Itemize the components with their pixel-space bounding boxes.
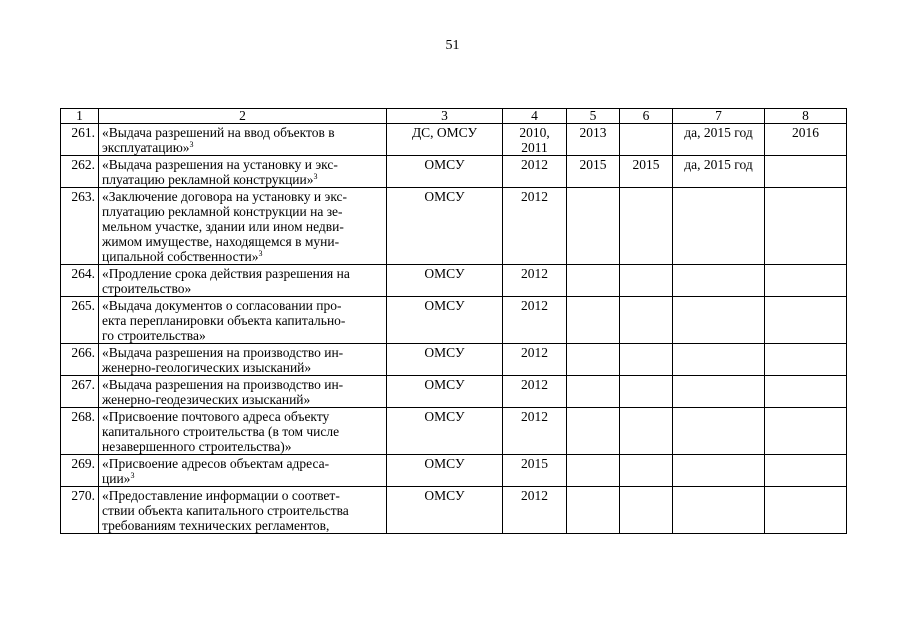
year-text: 2012 [521,377,548,392]
responsible-body [387,188,503,265]
service-name-line: женерно-геологических изысканий» [102,360,312,375]
responsible-body-text: ОМСУ [424,409,465,424]
service-name-line: незавершенного строительства)» [102,439,292,454]
service-name [99,265,387,297]
service-name-line: го строительства» [102,328,206,343]
year-cell-8 [765,408,847,455]
status-cell [673,344,765,376]
year-cell-8 [765,297,847,344]
service-name-line: «Выдача разрешения на производство ин- [102,377,344,392]
row-number [61,188,99,265]
header-cell: 3 [387,109,503,124]
year-cell [503,376,567,408]
service-name [99,408,387,455]
year-text: 2015 [521,456,548,471]
footnote-marker: 3 [189,140,194,149]
status-cell [673,455,765,487]
year-cell-5-text: 2013 [579,125,607,140]
service-name-line: «Предоставление информации о соответ- [102,488,340,503]
footnote-marker: 3 [313,172,318,181]
responsible-body [387,376,503,408]
status-cell [673,156,765,188]
year-cell-5 [567,376,620,408]
responsible-body-text: ОМСУ [424,298,465,313]
responsible-body-text: ОМСУ [424,377,465,392]
table-row [61,487,847,534]
service-name [99,487,387,534]
table-row [61,156,847,188]
service-name-line: эксплуатацию» [102,140,190,155]
row-number-text: 266. [71,345,95,360]
status-cell-text: да, 2015 год [684,157,753,172]
row-number-text: 262. [71,157,95,172]
service-name [99,124,387,156]
row-number [61,487,99,534]
responsible-body-text: ОМСУ [424,189,465,204]
status-cell-text: да, 2015 год [684,125,753,140]
table-body [61,124,847,534]
table-header-row [61,109,847,124]
year-cell-8 [765,344,847,376]
table-row [61,408,847,455]
table-row [61,344,847,376]
row-number-text: 270. [71,488,95,503]
service-name [99,297,387,344]
year-cell-5-text: 2015 [579,157,607,172]
row-number [61,455,99,487]
row-number-text: 269. [71,456,95,471]
responsible-body-text: ОМСУ [424,345,465,360]
row-number [61,265,99,297]
table-row [61,297,847,344]
year-cell [503,455,567,487]
year-text: 2012 [521,409,548,424]
year-cell-5 [567,344,620,376]
year-cell [503,297,567,344]
header-cell: 8 [765,109,847,124]
service-name-line: женерно-геодезических изысканий» [102,392,311,407]
year-cell-5 [567,265,620,297]
service-name-line: ции» [102,471,131,486]
year-cell-5 [567,124,620,156]
responsible-body [387,487,503,534]
year-cell-8 [765,124,847,156]
header-cell: 2 [99,109,387,124]
row-number [61,156,99,188]
responsible-body-text: ОМСУ [424,266,465,281]
service-name-line: плуатацию рекламной конструкции на зе- [102,204,343,219]
year-cell-6 [620,156,673,188]
service-name-line: жимом имуществе, находящемся в муни- [102,234,340,249]
year-text: 2012 [521,488,548,503]
year-cell-8-text: 2016 [792,125,819,140]
year-text: 2010, [519,125,550,140]
year-cell [503,156,567,188]
responsible-body [387,297,503,344]
table-row [61,376,847,408]
responsible-body-text: ОМСУ [424,488,465,503]
service-name [99,188,387,265]
status-cell [673,487,765,534]
year-cell-6 [620,455,673,487]
year-cell-6 [620,408,673,455]
year-cell-6 [620,344,673,376]
responsible-body [387,455,503,487]
responsible-body-text: ОМСУ [424,456,465,471]
year-cell [503,188,567,265]
year-cell-5 [567,487,620,534]
year-cell-6 [620,265,673,297]
service-name [99,344,387,376]
responsible-body-text: ДС, ОМСУ [411,125,478,140]
year-cell [503,487,567,534]
table-row [61,124,847,156]
service-name-line: «Присвоение почтового адреса объекту [102,409,330,424]
row-number [61,376,99,408]
year-cell-8 [765,487,847,534]
year-text: 2012 [521,157,548,172]
year-cell-5 [567,297,620,344]
service-name-line: «Выдача разрешения на производство ин- [102,345,344,360]
service-name [99,376,387,408]
year-cell-8 [765,188,847,265]
year-text: 2011 [521,140,548,155]
year-cell-5 [567,156,620,188]
year-cell-6 [620,188,673,265]
year-cell-8 [765,455,847,487]
row-number [61,408,99,455]
service-name-line: «Продление срока действия разрешения на [102,266,350,281]
year-cell-8 [765,156,847,188]
year-cell [503,265,567,297]
header-cell: 7 [673,109,765,124]
year-text: 2012 [521,345,548,360]
service-name [99,455,387,487]
header-cell: 6 [620,109,673,124]
table-row [61,455,847,487]
service-name-line: екта перепланировки объекта капитально- [102,313,346,328]
row-number-text: 261. [71,125,95,140]
row-number-text: 267. [71,377,95,392]
service-name-line: «Выдача разрешений на ввод объектов в [102,125,335,140]
year-cell-6 [620,487,673,534]
year-cell-8 [765,265,847,297]
status-cell [673,124,765,156]
page-number: 51 [445,38,460,53]
responsible-body [387,156,503,188]
service-name-line: требованиям технических регламентов, [102,518,330,533]
row-number [61,297,99,344]
responsible-body [387,344,503,376]
year-cell [503,124,567,156]
footnote-marker: 3 [258,249,263,258]
footnote-marker: 3 [130,471,135,480]
year-cell [503,344,567,376]
year-cell-6 [620,124,673,156]
year-cell-6 [620,297,673,344]
table-row [61,265,847,297]
status-cell [673,408,765,455]
service-name [99,156,387,188]
year-cell-5 [567,188,620,265]
header-cell: 1 [61,109,99,124]
status-cell [673,297,765,344]
services-table [60,108,847,534]
responsible-body-text: ОМСУ [424,157,465,172]
status-cell [673,265,765,297]
header-cell: 5 [567,109,620,124]
service-name-line: строительство» [102,281,192,296]
year-text: 2012 [521,189,548,204]
year-text: 2012 [521,298,548,313]
service-name-line: ципальной собственности» [102,249,259,264]
status-cell [673,376,765,408]
year-cell-6-text: 2015 [632,157,660,172]
row-number-text: 263. [71,189,95,204]
table-row [61,188,847,265]
responsible-body [387,408,503,455]
status-cell [673,188,765,265]
row-number-text: 268. [71,409,95,424]
service-name-line: «Выдача документов о согласовании про- [102,298,342,313]
service-name-line: «Заключение договора на установку и экс- [102,189,348,204]
year-cell-5 [567,408,620,455]
row-number [61,124,99,156]
service-name-line: плуатацию рекламной конструкции» [102,172,314,187]
responsible-body [387,124,503,156]
row-number-text: 265. [71,298,95,313]
year-cell-6 [620,376,673,408]
service-name-line: «Выдача разрешения на установку и экс- [102,157,338,172]
year-cell-5 [567,455,620,487]
service-name-line: ствии объекта капитального строительства [102,503,349,518]
service-name-line: мельном участке, здании или ином недви- [102,219,344,234]
row-number-text: 264. [71,266,95,281]
year-text: 2012 [521,266,548,281]
year-cell-8 [765,376,847,408]
header-cell: 4 [503,109,567,124]
service-name-line: капитального строительства (в том числе [102,424,340,439]
row-number [61,344,99,376]
year-cell [503,408,567,455]
service-name-line: «Присвоение адресов объектам адреса- [102,456,330,471]
responsible-body [387,265,503,297]
